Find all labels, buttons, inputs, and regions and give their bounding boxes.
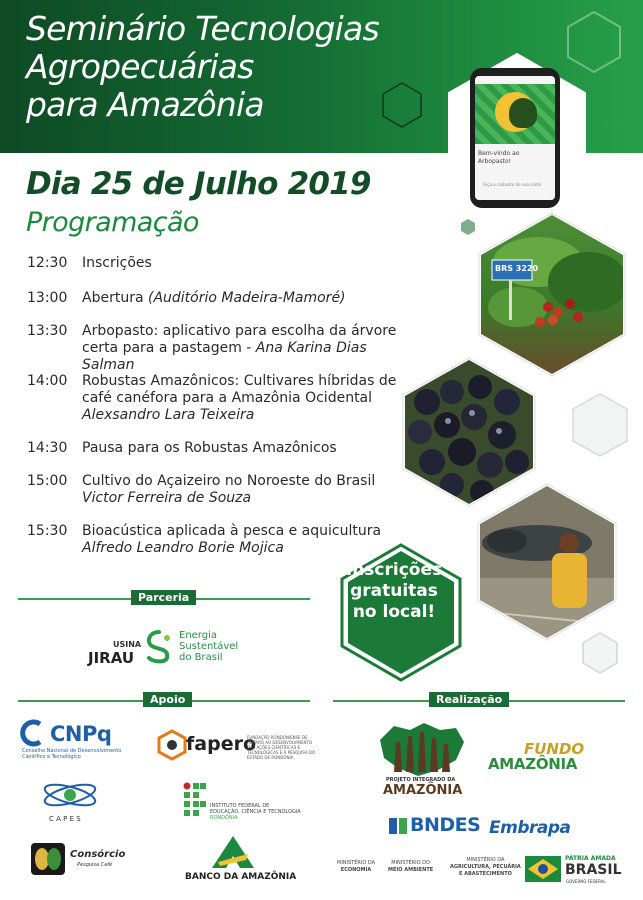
amazonia-map-logo (376, 720, 466, 778)
ifro-text: INSTITUTO FEDERAL DE EDUCAÇÃO, CIÊNCIA E TECNOLOGIA RONDÔNIA (210, 803, 301, 821)
cnpq-logo: CNPq (50, 722, 112, 746)
consorcio-subtitle: Pesquisa Café (77, 862, 113, 868)
schedule-text: Arbopasto: aplicativo para escolha da árvore certa para a pastagem - Ana Karina Dias Salman (82, 323, 397, 373)
fapero-subtitle: FUNDAÇÃO RONDONIENSE DE AMPARO AO DESENVOLVIMENTO DAS AÇÕES CIENTÍFICAS E TECNOLÓGICAS E À PESQUISA DO ESTADO DE RONDÔNIA (247, 735, 316, 760)
speaker-name: Alexsandro Lara Teixeira (82, 407, 255, 423)
ministerio-meio-ambiente: MINISTÉRIO DO MEIO AMBIENTE (388, 860, 434, 873)
fapero-logo-icon (158, 730, 186, 760)
basa-logo-icon (208, 834, 258, 870)
fisherman-photo (477, 483, 617, 641)
esbr-logo-text: Energia Sustentável do Brasil (179, 630, 239, 663)
schedule-time: 12:30 (27, 255, 68, 271)
esbr-logo-icon (143, 630, 175, 664)
coffee-bean-icon (30, 842, 66, 876)
programme-heading: Programação (26, 207, 199, 238)
ifro-logo-icon (183, 782, 207, 816)
schedule-text: Bioacústica aplicada à pesca e aquicultura Alfredo Leandro Borie Mojica (82, 523, 417, 557)
small-hexagon (460, 218, 476, 236)
event-date: Dia 25 de Julho 2019 (26, 166, 371, 202)
cnpq-logo-icon (20, 720, 48, 746)
schedule-text: Abertura (Auditório Madeira-Mamoré) (82, 290, 346, 306)
schedule-text: Cultivo do Açaizeiro no Noroeste do Brasil Victor Ferreira de Souza (82, 473, 417, 507)
section-label-apoio: Apoio (143, 692, 192, 707)
tree-icon (509, 98, 537, 128)
section-label-parceria: Parceria (131, 590, 196, 605)
schedule-time: 14:30 (27, 440, 68, 456)
free-registration-text: Inscrições gratuitas no local! (345, 560, 443, 622)
ministerio-economia: MINISTÉRIO DA ECONOMIA (337, 860, 376, 873)
brasil-label: BRASIL (565, 862, 622, 878)
decorative-hexagon (582, 632, 618, 674)
section-label-realizacao: Realização (429, 692, 509, 707)
title-line-1: Seminário Tecnologias (26, 9, 379, 48)
patria-amada-label: PÁTRIA AMADA (565, 855, 616, 862)
speaker-name: Alfredo Leandro Borie Mojica (82, 540, 284, 556)
fundo-amazonia-logo: FUNDO (524, 740, 585, 758)
fundo-amazonia-logo-line2: AMAZÔNIA (488, 755, 578, 773)
coffee-plant-photo (478, 212, 626, 377)
schedule-time: 14:00 (27, 373, 68, 389)
basa-logo: BANCO DA AMAZÔNIA (185, 872, 297, 882)
bndes-logo: BNDES (410, 814, 481, 836)
smartphone-image (470, 68, 560, 208)
schedule-time: 13:00 (27, 290, 68, 306)
plant-sign-label: BRS 3220 (495, 264, 539, 273)
schedule-text: Inscrições (82, 255, 152, 271)
speaker-name: Victor Ferreira de Souza (82, 490, 252, 506)
capes-logo-icon (42, 778, 98, 812)
schedule-text: Pausa para os Robustas Amazônicos (82, 440, 337, 456)
consorcio-logo: Consórcio (70, 849, 126, 860)
bndes-logo-icon (388, 817, 408, 835)
projeto-integrado-label: PROJETO INTEGRADO DA (386, 777, 456, 783)
fapero-logo: fapero (186, 733, 256, 755)
schedule-time: 15:30 (27, 523, 68, 539)
schedule-time: 15:00 (27, 473, 68, 489)
app-small-text: Faça o cadastro de sua conta (483, 182, 542, 187)
decorative-hexagon (571, 392, 629, 458)
ministerio-agricultura: MINISTÉRIO DA AGRICULTURA, PECUÁRIA E ABASTECIMENTO (450, 857, 521, 877)
projeto-integrado-amazonia: AMAZÔNIA (383, 783, 463, 798)
schedule-text: Robustas Amazônicos: Cultivares híbridas de café canéfora para a Amazônia Ocidental Alexsandro Lara Teixeira (82, 373, 417, 424)
brazil-flag-icon (525, 856, 561, 882)
capes-logo: C A P E S (49, 815, 81, 823)
governo-federal-label: GOVERNO FEDERAL (566, 879, 606, 884)
embrapa-logo: Embrapa (489, 818, 571, 838)
app-welcome-text: Bem-vindo ao Arbopasto! (478, 150, 520, 165)
decorative-hexagon (382, 82, 422, 128)
title-line-3: para Amazônia (26, 85, 264, 124)
cnpq-subtitle: Conselho Nacional de Desenvolvimento Científico e Tecnológico (22, 748, 122, 760)
title-line-2: Agropecuárias (26, 47, 254, 86)
schedule-time: 13:30 (27, 323, 68, 339)
jirau-logo: JIRAU (88, 649, 135, 667)
usina-label: USINA (113, 640, 142, 649)
